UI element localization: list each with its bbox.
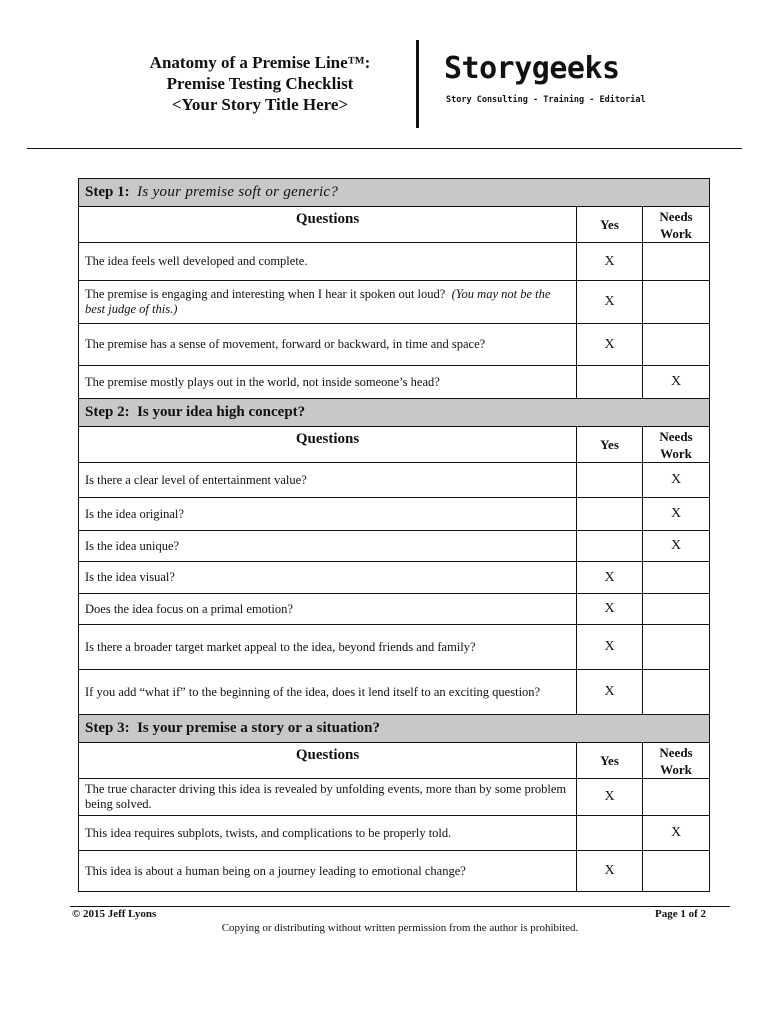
question-text: This idea requires subplots, twists, and complications to be properly told. <box>85 825 452 840</box>
question-cell <box>79 531 577 562</box>
question-text: The idea feels well developed and complete. <box>85 254 308 268</box>
yes-column-header: Yes <box>577 427 643 463</box>
checklist-row <box>79 366 710 399</box>
question-cell <box>79 324 577 366</box>
step-label: Step 1: <box>85 184 130 200</box>
needs-label: Needs <box>659 744 693 760</box>
step-question: Is your premise soft or generic? <box>137 184 339 200</box>
yes-cell <box>577 243 643 281</box>
yes-cell <box>577 281 643 324</box>
footer-rule <box>70 906 730 907</box>
questions-column-header: Questions <box>79 207 577 243</box>
step-header-cell <box>79 179 710 207</box>
question-cell <box>79 625 577 670</box>
checklist-row <box>79 324 710 366</box>
question-text: This idea is about a human being on a journey leading to emotional change? <box>85 863 466 878</box>
needs-work-mark: X <box>670 472 682 487</box>
needs-work-cell <box>643 366 710 399</box>
question-cell <box>79 670 577 715</box>
yes-cell <box>577 463 643 498</box>
needs-work-mark: X <box>670 374 682 389</box>
step-question: Is your idea high concept? <box>137 404 306 420</box>
needs-label: Needs <box>659 428 693 444</box>
document-title <box>110 52 410 115</box>
question-cell <box>79 562 577 594</box>
step-header <box>79 399 710 427</box>
question-text: Is there a clear level of entertainment value? <box>85 472 307 487</box>
question-note: (You may not be the best judge of this.) <box>85 287 551 316</box>
yes-mark: X <box>604 863 615 878</box>
needs-work-cell <box>643 281 710 324</box>
needs-label: Needs <box>659 208 693 224</box>
yes-cell <box>577 594 643 625</box>
premise-checklist-table <box>78 178 710 892</box>
step-label: Step 3: <box>85 720 130 736</box>
needs-work-cell <box>643 324 710 366</box>
yes-mark: X <box>604 684 615 699</box>
yes-cell <box>577 324 643 366</box>
checklist-row <box>79 851 710 892</box>
questions-column-header: Questions <box>79 743 577 779</box>
yes-mark: X <box>604 601 615 616</box>
yes-mark: X <box>604 789 615 804</box>
yes-cell <box>577 562 643 594</box>
checklist-row <box>79 531 710 562</box>
yes-mark: X <box>604 569 615 585</box>
checklist-row <box>79 816 710 851</box>
needs-work-mark: X <box>670 506 682 521</box>
checklist-row <box>79 281 710 324</box>
page-number: Page 1 of 2 <box>654 908 706 920</box>
needs-work-cell <box>643 779 710 816</box>
question-cell <box>79 366 577 399</box>
needs-work-cell <box>643 243 710 281</box>
step-label: Step 2: <box>85 404 130 420</box>
questions-header-row <box>79 427 710 463</box>
question-text: The true character driving this idea is revealed by unfolding events, more than by some problem being solved. <box>85 782 567 811</box>
yes-column-header: Yes <box>577 207 643 243</box>
question-text: Is the idea visual? <box>85 570 175 584</box>
question-text: The premise has a sense of movement, forward or backward, in time and space? <box>85 337 486 351</box>
yes-mark: X <box>604 336 615 352</box>
needs-work-cell <box>643 463 710 498</box>
yes-cell <box>577 779 643 816</box>
yes-cell <box>577 531 643 562</box>
needs-work-cell <box>643 498 710 531</box>
checklist-row <box>79 625 710 670</box>
needs-work-column-header <box>643 743 710 779</box>
checklist-row <box>79 498 710 531</box>
needs-work-cell <box>643 670 710 715</box>
title-line-2: Premise Testing Checklist <box>166 74 354 93</box>
copyright: © 2015 Jeff Lyons <box>72 908 157 920</box>
step-header <box>79 179 710 207</box>
checklist-row <box>79 243 710 281</box>
copyright-notice: Copying or distributing without written permission from the author is prohibited. <box>221 922 579 934</box>
step-header <box>79 715 710 743</box>
question-text: Is there a broader target market appeal to the idea, beyond friends and family? <box>85 639 476 654</box>
yes-cell <box>577 851 643 892</box>
header-divider <box>416 40 419 128</box>
checklist-row <box>79 670 710 715</box>
work-label: Work <box>660 761 692 777</box>
checklist-row <box>79 463 710 498</box>
needs-work-cell <box>643 562 710 594</box>
question-text: If you add “what if” to the beginning of the idea, does it lend itself to an exciting question? <box>85 684 541 699</box>
question-cell <box>79 243 577 281</box>
question-cell <box>79 779 577 816</box>
needs-work-column-header <box>643 207 710 243</box>
question-text: Does the idea focus on a primal emotion? <box>85 601 293 616</box>
question-text: The premise mostly plays out in the world, not inside someone’s head? <box>85 374 440 389</box>
brand-logo: Storygeeks <box>444 51 620 86</box>
needs-work-mark: X <box>670 538 682 553</box>
questions-header-row <box>79 743 710 779</box>
yes-cell <box>577 625 643 670</box>
yes-cell <box>577 498 643 531</box>
needs-work-column-header <box>643 427 710 463</box>
needs-work-cell <box>643 625 710 670</box>
question-cell <box>79 816 577 851</box>
yes-column-header: Yes <box>577 743 643 779</box>
step-question: Is your premise a story or a situation? <box>137 720 381 736</box>
yes-cell <box>577 366 643 399</box>
question-cell <box>79 463 577 498</box>
yes-mark: X <box>604 294 615 309</box>
title-line-1: Anatomy of a Premise Line™: <box>149 53 371 72</box>
needs-work-cell <box>643 531 710 562</box>
question-cell <box>79 851 577 892</box>
question-text: Is the idea unique? <box>85 538 180 553</box>
needs-work-mark: X <box>670 825 682 840</box>
checklist-row <box>79 562 710 594</box>
questions-column-header: Questions <box>79 427 577 463</box>
title-line-3: <Your Story Title Here> <box>171 95 349 114</box>
step-header-cell <box>79 715 710 743</box>
checklist-row <box>79 779 710 816</box>
step-header-cell <box>79 399 710 427</box>
question-cell <box>79 281 577 324</box>
needs-work-cell <box>643 816 710 851</box>
brand-tagline: Story Consulting - Training - Editorial <box>446 95 646 105</box>
yes-cell <box>577 816 643 851</box>
yes-cell <box>577 670 643 715</box>
needs-work-cell <box>643 594 710 625</box>
question-cell <box>79 498 577 531</box>
question-text: Is the idea original? <box>85 506 184 521</box>
checklist-row <box>79 594 710 625</box>
header-rule <box>27 148 742 149</box>
work-label: Work <box>660 445 692 461</box>
needs-work-cell <box>643 851 710 892</box>
question-cell <box>79 594 577 625</box>
work-label: Work <box>660 225 692 241</box>
question-text: The premise is engaging and interesting when I hear it spoken out loud? <box>85 287 446 301</box>
yes-mark: X <box>604 639 615 654</box>
yes-mark: X <box>604 253 615 269</box>
questions-header-row <box>79 207 710 243</box>
